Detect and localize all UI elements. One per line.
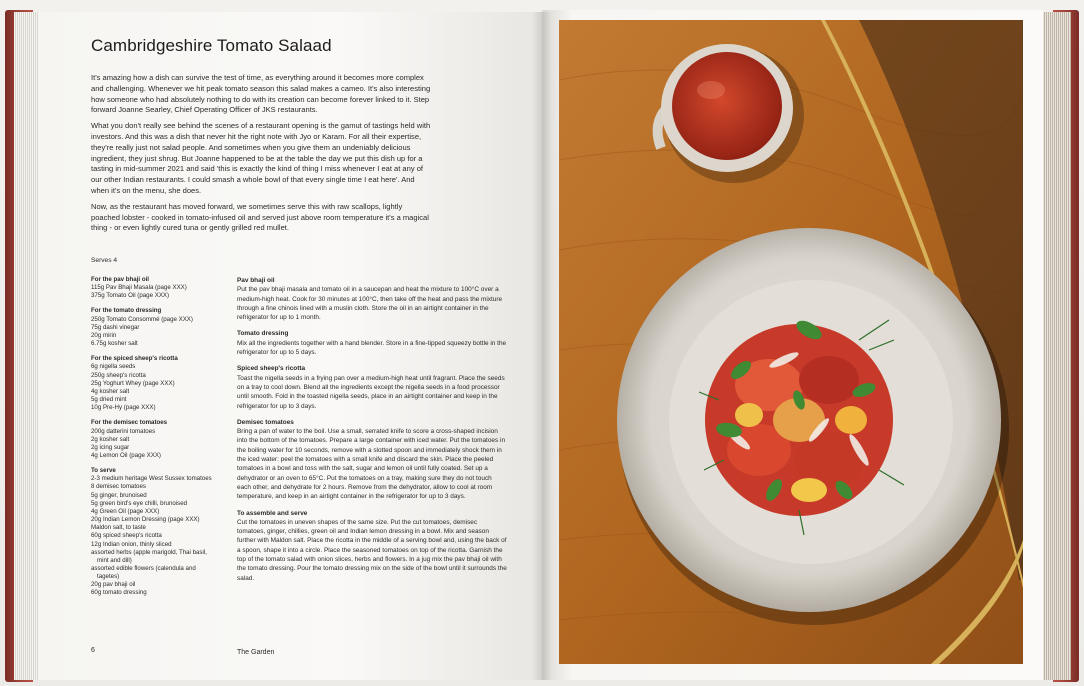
method-step-heading: Demisec tomatoes bbox=[237, 418, 294, 426]
ingredient-item: Maldon salt, to taste bbox=[91, 524, 146, 532]
ingredient-group bbox=[91, 467, 231, 598]
recipe-title: Cambridgeshire Tomato Salaad bbox=[91, 36, 332, 55]
ingredient-item: 12g Indian onion, thinly sliced bbox=[91, 540, 172, 548]
ingredient-group bbox=[91, 419, 231, 460]
method-step bbox=[237, 276, 507, 322]
ingredient-item: 25g Yoghurt Whey (page XXX) bbox=[91, 379, 175, 387]
method-step bbox=[237, 418, 507, 502]
ingredient-group-heading: For the spiced sheep's ricotta bbox=[91, 355, 178, 363]
page-edges-right bbox=[1043, 12, 1071, 680]
plated-tomato-salad-photo bbox=[559, 20, 1023, 664]
method-step bbox=[237, 329, 507, 357]
ingredient-item: 2g kosher salt bbox=[91, 435, 130, 443]
ingredient-item: 6.75g kosher salt bbox=[91, 340, 138, 348]
ingredient-item: 10g Pre-Hy (page XXX) bbox=[91, 404, 156, 412]
ingredient-group-heading: To serve bbox=[91, 467, 116, 475]
ingredient-group bbox=[91, 276, 231, 300]
ingredient-item: 5g green bird's eye chilli, brunoised bbox=[91, 499, 188, 507]
intro-paragraph: It's amazing how a dish can survive the test of time, as everything around it becomes more complex and challenging. Whenever we hit peak tomato season this salad makes a cameo. It's also interesting how someone who had absolutely nothing to do with its creation can become forever linked to it. Step forward Joanne Searley, Chief Operating Officer of JKS restaurants. bbox=[91, 73, 431, 115]
running-head: The Garden bbox=[237, 649, 275, 656]
ingredient-item: 2-3 medium heritage West Sussex tomatoes bbox=[91, 475, 212, 483]
ingredient-item: 6g nigella seeds bbox=[91, 363, 136, 371]
ingredient-item: 60g tomato dressing bbox=[91, 589, 147, 597]
ingredient-item: assorted herbs (apple marigold, Thai basil, bbox=[91, 548, 207, 556]
page-number: 6 bbox=[91, 647, 95, 654]
ingredient-item: 8 demisec tomatoes bbox=[91, 483, 146, 491]
ingredient-item: mint and dill) bbox=[97, 556, 132, 564]
ingredient-item: 115g Pav Bhaji Masala (page XXX) bbox=[91, 284, 187, 292]
ingredient-group-heading: For the tomato dressing bbox=[91, 307, 162, 315]
food-photo-svg bbox=[559, 20, 1023, 664]
ingredient-item: 5g dried mint bbox=[91, 396, 127, 404]
ingredient-item: 4g Green Oil (page XXX) bbox=[91, 507, 160, 515]
method-step-text: Bring a pan of water to the boil. Use a small, serrated knife to score a cross-shaped incision into the bottom of the tomatoes. Prepare a large container with iced water. Put the tomatoes in the boiling water for 10 seconds, remove with a slotted spoon and immediately shock them in the iced water: peel the tomatoes with a small knife and discard the skin. Place the peeled tomatoes in a bowl and toss with the salt, sugar and lemon oil until fully coated. Set up a dehydrator or an oven to 65°C. Put the tomatoes on a tray, making sure they do not touch each other, and dehydrate for 2 hours. Remove from the dehydrator, allow to cool at room temperature, and keep in an airtight container in the refrigerator for up to 3 days. bbox=[237, 428, 506, 501]
ingredient-item: 250g Tomato Consommé (page XXX) bbox=[91, 315, 193, 323]
ingredient-item: 75g dashi vinegar bbox=[91, 323, 140, 331]
ingredient-item: 20g mirin bbox=[91, 331, 117, 339]
ingredient-item: 4g kosher salt bbox=[91, 387, 130, 395]
ingredient-group bbox=[91, 307, 231, 348]
ingredient-group-heading: For the demisec tomatoes bbox=[91, 419, 168, 427]
ingredient-item: 5g ginger, brunoised bbox=[91, 491, 147, 499]
ingredient-item: 60g spiced sheep's ricotta bbox=[91, 532, 162, 540]
ingredient-item: 250g sheep's ricotta bbox=[91, 371, 146, 379]
page-edges-left bbox=[14, 12, 40, 680]
method-step-text: Put the pav bhaji masala and tomato oil in a saucepan and heat the mixture to 100°C over a medium-high heat. Cook for 30 minutes at 100°C, then take off the heat and pass the mixture through a fine chinois lined with a muslin cloth. Store the oil in an airtight container in the refrigerator for up to 1 month. bbox=[237, 286, 503, 322]
method-step-text: Toast the nigella seeds in a frying pan over a medium-high heat until fragrant. Place the seeds on a tray to cool down. Blend all the ingredients except the nigella seeds in a food processor until smooth. Fold in the toasted nigella seeds, place in an airtight container and keep in the refrigerator for up to 3 days. bbox=[237, 374, 505, 410]
ingredient-group bbox=[91, 355, 231, 412]
method-step-heading: Spiced sheep's ricotta bbox=[237, 365, 306, 373]
recipe-intro bbox=[91, 73, 431, 239]
ingredient-item: assorted edible flowers (calendula and bbox=[91, 565, 196, 572]
ingredient-item: 2g icing sugar bbox=[91, 443, 130, 451]
serves-label: Serves 4 bbox=[91, 257, 118, 264]
method-step-heading: Tomato dressing bbox=[237, 330, 289, 338]
method-step-heading: To assemble and serve bbox=[237, 509, 308, 517]
method-step bbox=[237, 364, 507, 410]
ingredient-item: tagetes) bbox=[97, 573, 120, 581]
ingredient-item: 20g Indian Lemon Dressing (page XXX) bbox=[91, 516, 200, 524]
ingredient-group-heading: For the pav bhaji oil bbox=[91, 276, 150, 283]
method-step-text: Mix all the ingredients together with a hand blender. Store in a fine-tipped squeezy bottle in the refrigerator for up to 5 days. bbox=[237, 339, 507, 357]
ingredient-item: 375g Tomato Oil (page XXX) bbox=[91, 292, 170, 300]
method-steps bbox=[237, 276, 507, 590]
intro-paragraph: What you don't really see behind the scenes of a restaurant opening is the gamut of tastings held with investors. And this was a dish that never hit the right note with Jyo or Karam. For all their expertise, they're really just not salad people. And sometimes when you give them an undeniably delicious ingredient, they just shrug. But Joanne happened to be at the table the day we put this dish up for a tasting in mid-summer 2021 and said 'this is exactly the kind of thing I miss whenever I eat at any of our other Indian restaurants. I could smash a whole bowl of that every single time I eat here'. And when it's on the menu, she does. bbox=[91, 121, 431, 195]
method-step-heading: Pav bhaji oil bbox=[237, 277, 275, 284]
method-step-text: Cut the tomatoes in uneven shapes of the same size. Put the cut tomatoes, demisec tomatoes, ginger, chillies, green oil and Indian lemon dressing in a bowl. Mix and season further with Maldon salt. Place the ricotta in the middle of a serving bowl and, using the back of a spoon, shape it into a circle. Place the seasoned tomatoes on top of the ricotta. Garnish the top of the tomato salad with onion slices, herbs and flowers. In a jug mix the pav bhaji oil with the tomato dressing. Pour the tomato dressing mix on the side of the bowl until it surrounds the salad. bbox=[237, 518, 507, 582]
ingredient-item: 4g Lemon Oil (page XXX) bbox=[91, 451, 161, 459]
ingredient-item: 200g datterini tomatoes bbox=[91, 427, 156, 435]
ingredient-list bbox=[91, 276, 231, 605]
intro-paragraph: Now, as the restaurant has moved forward, we sometimes serve this with raw scallops, lightly poached lobster - cooked in tomato-infused oil and served just above room temperature it's a magical thing - or even lightly cured tuna or gently grilled red mullet. bbox=[91, 201, 429, 233]
ingredient-item: 20g pav bhaji oil bbox=[91, 581, 136, 589]
method-step bbox=[237, 509, 507, 583]
book-gutter bbox=[532, 12, 552, 680]
